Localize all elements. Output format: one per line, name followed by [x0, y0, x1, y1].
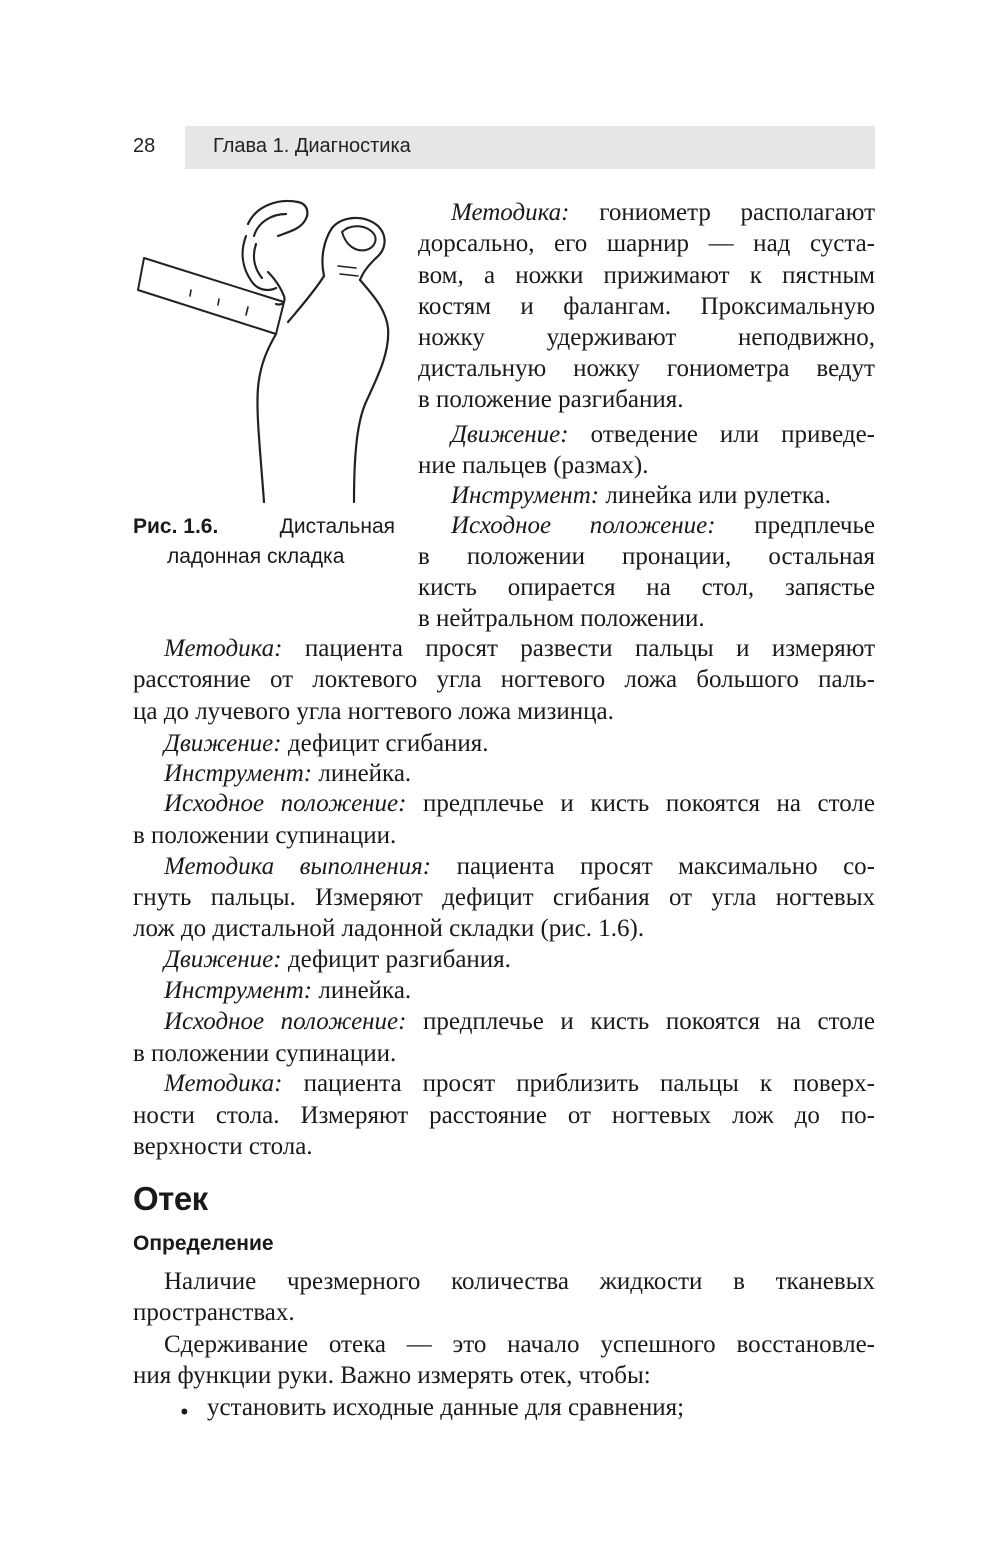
text-line [451, 197, 875, 228]
hand-ruler-illustration [128, 192, 398, 507]
line-text: пространствах. [133, 1299, 295, 1326]
line-text: предплечье [715, 512, 875, 539]
text-line [418, 450, 648, 481]
italic-term: Движение: [164, 946, 282, 973]
page-number: 28 [133, 135, 156, 157]
palm-fold [288, 276, 324, 322]
line-text: дистальную ножку гониометра ведут [418, 355, 875, 382]
thumb-crease [338, 266, 358, 276]
text-line [418, 603, 705, 634]
ruler-tick [190, 290, 191, 296]
text-line [164, 758, 411, 789]
italic-term: Методика: [164, 1070, 283, 1097]
line-text: костям и фалангам. Проксимальную [418, 293, 875, 320]
line-text: ца до лучевого угла ногтевого ложа мизинца. [133, 698, 614, 725]
text-line [418, 260, 875, 291]
text-line [164, 1068, 875, 1099]
text-line [133, 1360, 651, 1391]
italic-term: Исходное положение: [164, 1008, 407, 1035]
line-text: ние пальцев (размах). [418, 452, 649, 479]
line-text: Наличие чрезмерного количества жидкости в тканевых [164, 1268, 875, 1295]
text-line [451, 419, 875, 450]
text-line [164, 633, 875, 664]
index-finger-inner [254, 214, 286, 236]
subsection-heading: Определение [133, 1232, 274, 1255]
text-line [164, 1006, 875, 1037]
chapter-title: Глава 1. Диагностика [213, 135, 411, 157]
line-text: предплечье и кисть покоятся на столе [406, 790, 875, 817]
ruler-tick [218, 299, 219, 305]
ruler-tick [246, 307, 248, 315]
line-text: ности стола. Измеряют расстояние от ногтевых лож до по- [133, 1102, 875, 1129]
line-text: отведение или приведе- [568, 421, 875, 448]
hand-right-edge [354, 280, 388, 502]
text-line [133, 820, 396, 851]
line-text: в положении супинации. [133, 822, 397, 849]
italic-term: Методика: [451, 199, 570, 226]
line-text: предплечье и кисть покоятся на столе [406, 1008, 875, 1035]
line-text: ножку удерживают неподвижно, [418, 324, 875, 351]
text-line [418, 228, 875, 259]
text-line [133, 1297, 295, 1328]
curled-finger-detail [254, 244, 262, 278]
text-line [164, 944, 511, 975]
italic-term: Движение: [451, 421, 569, 448]
thumbnail [342, 226, 376, 250]
line-text: вом, а ножки прижимают к пястным [418, 262, 875, 289]
italic-term: Методика выполнения: [164, 853, 432, 880]
text-line [418, 541, 875, 572]
text-line [133, 913, 644, 944]
line-text: верхности стола. [133, 1133, 313, 1160]
line-text: пациента просят максимально со- [431, 853, 875, 880]
italic-term: Исходное положение: [164, 790, 407, 817]
text-line [418, 572, 875, 603]
text-line [133, 696, 614, 727]
line-text: в положение разгибания. [418, 386, 684, 413]
ruler-shape [138, 258, 284, 334]
line-text: пациента просят развести пальцы и измеряют [282, 635, 875, 662]
italic-term: Методика: [164, 635, 283, 662]
section-heading: Отек [133, 1180, 208, 1217]
text-line [418, 384, 684, 415]
italic-term: Инструмент: [164, 977, 313, 1004]
text-line [133, 664, 875, 695]
line-text: расстояние от локтевого угла ногтевого ложа большого паль- [133, 666, 875, 693]
figure-hand-ruler [128, 192, 398, 507]
text-line [418, 291, 875, 322]
line-text: ния функции руки. Важно измерять отек, чтобы: [133, 1362, 651, 1389]
line-text: в нейтральном положении. [418, 605, 705, 632]
line-text: линейка или рулетка. [599, 482, 831, 509]
bullet-marker: • [180, 1399, 189, 1426]
line-text: гнуть пальцы. Измеряют дефицит сгибания от угла ногтевых [133, 884, 875, 911]
line-text: кисть опирается на стол, запястье [418, 574, 875, 601]
text-line [133, 1131, 313, 1162]
text-line [164, 728, 489, 759]
text-line [451, 480, 831, 511]
hand-left-edge [257, 334, 276, 502]
text-line [133, 1100, 875, 1131]
text-line [418, 353, 875, 384]
thumb-to-palm [322, 228, 332, 276]
text-line [164, 788, 875, 819]
text-line [133, 882, 875, 913]
text-line [164, 1266, 875, 1297]
line-text: гониометр располагают [569, 199, 875, 226]
running-header [185, 126, 875, 169]
text-line [164, 1329, 875, 1360]
line-text: в положении супинации. [133, 1040, 397, 1067]
figure-caption [133, 512, 395, 572]
text-line [164, 851, 875, 882]
line-text: дорсально, его шарнир — над суста- [418, 230, 875, 257]
line-text: Сдерживание отека — это начало успешного восстановле- [164, 1331, 875, 1358]
italic-term: Инструмент: [164, 760, 313, 787]
line-text: линейка. [312, 760, 412, 787]
caption-label: Рис. 1.6. [133, 515, 219, 538]
italic-term: Исходное положение: [451, 512, 716, 539]
italic-term: Движение: [164, 730, 282, 757]
curled-finger-left [243, 236, 276, 290]
line-text: пациента просят приблизить пальцы к поверх- [282, 1070, 875, 1097]
bullet-item: установить исходные данные для сравнения; [207, 1394, 685, 1421]
text-line [451, 510, 875, 541]
italic-term: Инструмент: [451, 482, 600, 509]
line-text: в положении пронации, остальная [418, 543, 875, 570]
text-line [164, 975, 411, 1006]
caption-text-line1: Дистальная [279, 515, 395, 538]
caption-text-line2: ладонная складка [167, 545, 345, 568]
text-line [133, 1038, 396, 1069]
line-text: дефицит разгибания. [281, 946, 511, 973]
line-text: дефицит сгибания. [281, 730, 489, 757]
line-text: линейка. [312, 977, 412, 1004]
text-line [418, 322, 875, 353]
line-text: лож до дистальной ладонной складки (рис. 1.6). [133, 915, 645, 942]
